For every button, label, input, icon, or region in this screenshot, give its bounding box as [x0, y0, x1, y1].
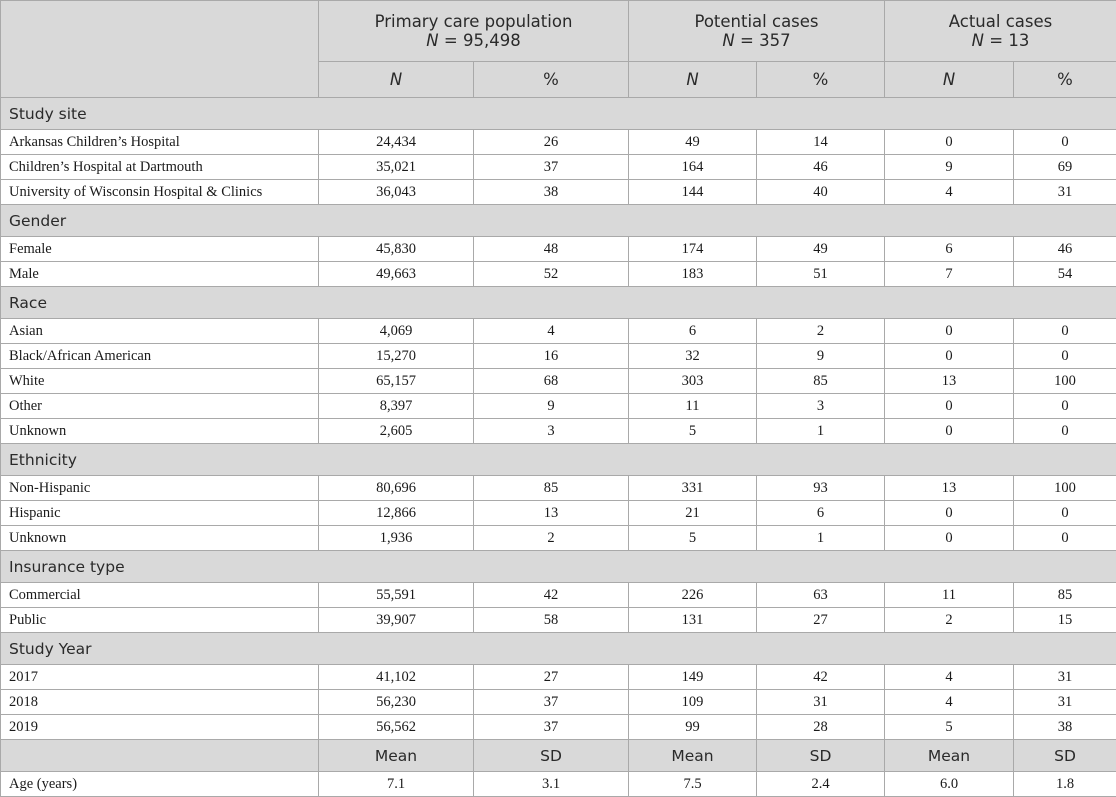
table-cell: 1	[757, 419, 885, 444]
table-cell: 5	[629, 419, 757, 444]
table-row	[1, 180, 1116, 205]
table-cell: 11	[885, 583, 1014, 608]
table-cell: 7.5	[629, 772, 757, 797]
table-row	[1, 130, 1116, 155]
row-label-header	[1, 1, 319, 98]
table-cell: 24,434	[319, 130, 474, 155]
row-label: Commercial	[1, 583, 319, 608]
table-cell: 35,021	[319, 155, 474, 180]
table-cell: 8,397	[319, 394, 474, 419]
table-cell: 56,230	[319, 690, 474, 715]
table-cell: 0	[1014, 419, 1116, 444]
table-cell: 4	[885, 180, 1014, 205]
table-cell: 183	[629, 262, 757, 287]
table-cell: 3.1	[474, 772, 629, 797]
table-cell: 85	[474, 476, 629, 501]
group-header-potential-cases	[629, 1, 885, 62]
table-row	[1, 501, 1116, 526]
sub-header-cell: %	[474, 62, 629, 98]
stats-header-cell: Mean	[319, 740, 474, 772]
table-cell: 11	[629, 394, 757, 419]
sub-header-cell: N	[319, 62, 474, 98]
table-cell: 21	[629, 501, 757, 526]
table-cell: 31	[1014, 665, 1116, 690]
table-cell: 9	[757, 344, 885, 369]
group-count: N = 357	[629, 31, 884, 50]
row-label: Black/African American	[1, 344, 319, 369]
row-label: Arkansas Children’s Hospital	[1, 130, 319, 155]
table-cell: 149	[629, 665, 757, 690]
table-cell: 42	[757, 665, 885, 690]
table-cell: 0	[885, 344, 1014, 369]
table-cell: 12,866	[319, 501, 474, 526]
table-cell: 38	[474, 180, 629, 205]
table-cell: 6	[885, 237, 1014, 262]
table-cell: 15,270	[319, 344, 474, 369]
table-cell: 164	[629, 155, 757, 180]
table-cell: 42	[474, 583, 629, 608]
table-cell: 2.4	[757, 772, 885, 797]
table-cell: 16	[474, 344, 629, 369]
table-cell: 0	[1014, 130, 1116, 155]
table-cell: 37	[474, 155, 629, 180]
row-label: White	[1, 369, 319, 394]
table-row	[1, 319, 1116, 344]
row-label: Public	[1, 608, 319, 633]
table-cell: 68	[474, 369, 629, 394]
table-cell: 0	[1014, 394, 1116, 419]
stats-header-cell: SD	[1014, 740, 1116, 772]
table-row	[1, 419, 1116, 444]
table-cell: 5	[629, 526, 757, 551]
table-cell: 58	[474, 608, 629, 633]
table-cell: 31	[1014, 690, 1116, 715]
table-cell: 303	[629, 369, 757, 394]
table-cell: 2,605	[319, 419, 474, 444]
table-cell: 4	[885, 665, 1014, 690]
row-label: 2017	[1, 665, 319, 690]
sub-header-cell: N	[629, 62, 757, 98]
table-row	[1, 369, 1116, 394]
group-header-primary-care	[319, 1, 629, 62]
table-cell: 85	[1014, 583, 1116, 608]
sub-header-cell: N	[885, 62, 1014, 98]
age-section	[1, 740, 1116, 797]
table-cell: 2	[474, 526, 629, 551]
table-row	[1, 715, 1116, 740]
table-row	[1, 583, 1116, 608]
section-header-row	[1, 444, 1116, 476]
table-cell: 5	[885, 715, 1014, 740]
table-cell: 15	[1014, 608, 1116, 633]
row-label: 2018	[1, 690, 319, 715]
row-label: Other	[1, 394, 319, 419]
table-cell: 48	[474, 237, 629, 262]
table-cell: 99	[629, 715, 757, 740]
group-title: Actual cases	[885, 12, 1116, 31]
table-cell: 69	[1014, 155, 1116, 180]
table-cell: 55,591	[319, 583, 474, 608]
table-cell: 100	[1014, 369, 1116, 394]
table-cell: 6	[757, 501, 885, 526]
row-label: Non-Hispanic	[1, 476, 319, 501]
table-cell: 49	[757, 237, 885, 262]
group-count: N = 13	[885, 31, 1116, 50]
table-cell: 56,562	[319, 715, 474, 740]
table-row	[1, 690, 1116, 715]
table-cell: 37	[474, 690, 629, 715]
table-cell: 2	[757, 319, 885, 344]
table-row	[1, 608, 1116, 633]
row-label: 2019	[1, 715, 319, 740]
table-row	[1, 237, 1116, 262]
table-cell: 40	[757, 180, 885, 205]
table-cell: 27	[474, 665, 629, 690]
table-cell: 54	[1014, 262, 1116, 287]
stats-header-cell: Mean	[885, 740, 1014, 772]
section-title: Gender	[1, 205, 1116, 237]
row-label: Hispanic	[1, 501, 319, 526]
row-label: University of Wisconsin Hospital & Clinics	[1, 180, 319, 205]
table-cell: 37	[474, 715, 629, 740]
section-title: Race	[1, 287, 1116, 319]
table-cell: 3	[474, 419, 629, 444]
table-cell: 49	[629, 130, 757, 155]
table-cell: 41,102	[319, 665, 474, 690]
table-cell: 36,043	[319, 180, 474, 205]
table-cell: 9	[885, 155, 1014, 180]
table-cell: 1	[757, 526, 885, 551]
table-cell: 31	[1014, 180, 1116, 205]
section-header-row	[1, 98, 1116, 130]
table-cell: 13	[885, 476, 1014, 501]
table-cell: 6.0	[885, 772, 1014, 797]
row-label: Unknown	[1, 419, 319, 444]
table-row	[1, 155, 1116, 180]
table-cell: 14	[757, 130, 885, 155]
table-cell: 51	[757, 262, 885, 287]
section-header-row	[1, 633, 1116, 665]
table-cell: 0	[885, 526, 1014, 551]
table-row	[1, 262, 1116, 287]
table-cell: 52	[474, 262, 629, 287]
table-cell: 0	[1014, 501, 1116, 526]
stats-header-cell: Mean	[629, 740, 757, 772]
table-cell: 6	[629, 319, 757, 344]
group-title: Potential cases	[629, 12, 884, 31]
row-label: Male	[1, 262, 319, 287]
section-header-row	[1, 551, 1116, 583]
table-cell: 28	[757, 715, 885, 740]
table-cell: 31	[757, 690, 885, 715]
table-row	[1, 344, 1116, 369]
table-cell: 3	[757, 394, 885, 419]
table-cell: 144	[629, 180, 757, 205]
section-title: Study site	[1, 98, 1116, 130]
table-cell: 2	[885, 608, 1014, 633]
section-title: Ethnicity	[1, 444, 1116, 476]
row-label: Age (years)	[1, 772, 319, 797]
sub-header-cell: %	[757, 62, 885, 98]
table-cell: 39,907	[319, 608, 474, 633]
table-body	[1, 98, 1116, 740]
table-cell: 0	[885, 419, 1014, 444]
table-cell: 93	[757, 476, 885, 501]
table-cell: 131	[629, 608, 757, 633]
table-cell: 174	[629, 237, 757, 262]
table-row	[1, 476, 1116, 501]
table-cell: 226	[629, 583, 757, 608]
table-cell: 0	[1014, 319, 1116, 344]
table-cell: 46	[757, 155, 885, 180]
table-cell: 109	[629, 690, 757, 715]
table-cell: 46	[1014, 237, 1116, 262]
row-label: Asian	[1, 319, 319, 344]
stats-header-blank	[1, 740, 319, 772]
table-cell: 7.1	[319, 772, 474, 797]
stats-header-cell: SD	[757, 740, 885, 772]
table-cell: 38	[1014, 715, 1116, 740]
table-cell: 0	[885, 394, 1014, 419]
group-title: Primary care population	[319, 12, 628, 31]
group-header-row	[1, 1, 1116, 62]
table-cell: 0	[885, 319, 1014, 344]
table-cell: 1.8	[1014, 772, 1116, 797]
table-row	[1, 394, 1116, 419]
section-header-row	[1, 205, 1116, 237]
row-label: Female	[1, 237, 319, 262]
section-title: Insurance type	[1, 551, 1116, 583]
stats-header-row	[1, 740, 1116, 772]
row-label: Unknown	[1, 526, 319, 551]
sub-header-cell: %	[1014, 62, 1116, 98]
table-cell: 13	[885, 369, 1014, 394]
age-row	[1, 772, 1116, 797]
table-cell: 1,936	[319, 526, 474, 551]
table-cell: 0	[1014, 344, 1116, 369]
table-cell: 49,663	[319, 262, 474, 287]
group-header-actual-cases	[885, 1, 1116, 62]
table-cell: 27	[757, 608, 885, 633]
table-row	[1, 526, 1116, 551]
table-cell: 13	[474, 501, 629, 526]
table-cell: 4	[474, 319, 629, 344]
table-row	[1, 665, 1116, 690]
table-cell: 45,830	[319, 237, 474, 262]
table-cell: 4,069	[319, 319, 474, 344]
table-cell: 85	[757, 369, 885, 394]
section-title: Study Year	[1, 633, 1116, 665]
section-header-row	[1, 287, 1116, 319]
table-cell: 26	[474, 130, 629, 155]
table-cell: 32	[629, 344, 757, 369]
table-cell: 4	[885, 690, 1014, 715]
table-cell: 80,696	[319, 476, 474, 501]
table-cell: 331	[629, 476, 757, 501]
table-cell: 65,157	[319, 369, 474, 394]
row-label: Children’s Hospital at Dartmouth	[1, 155, 319, 180]
table-cell: 9	[474, 394, 629, 419]
table-cell: 100	[1014, 476, 1116, 501]
table-cell: 7	[885, 262, 1014, 287]
group-count: N = 95,498	[319, 31, 628, 50]
table-cell: 0	[1014, 526, 1116, 551]
table-cell: 63	[757, 583, 885, 608]
table-cell: 0	[885, 130, 1014, 155]
stats-header-cell: SD	[474, 740, 629, 772]
table-cell: 0	[885, 501, 1014, 526]
